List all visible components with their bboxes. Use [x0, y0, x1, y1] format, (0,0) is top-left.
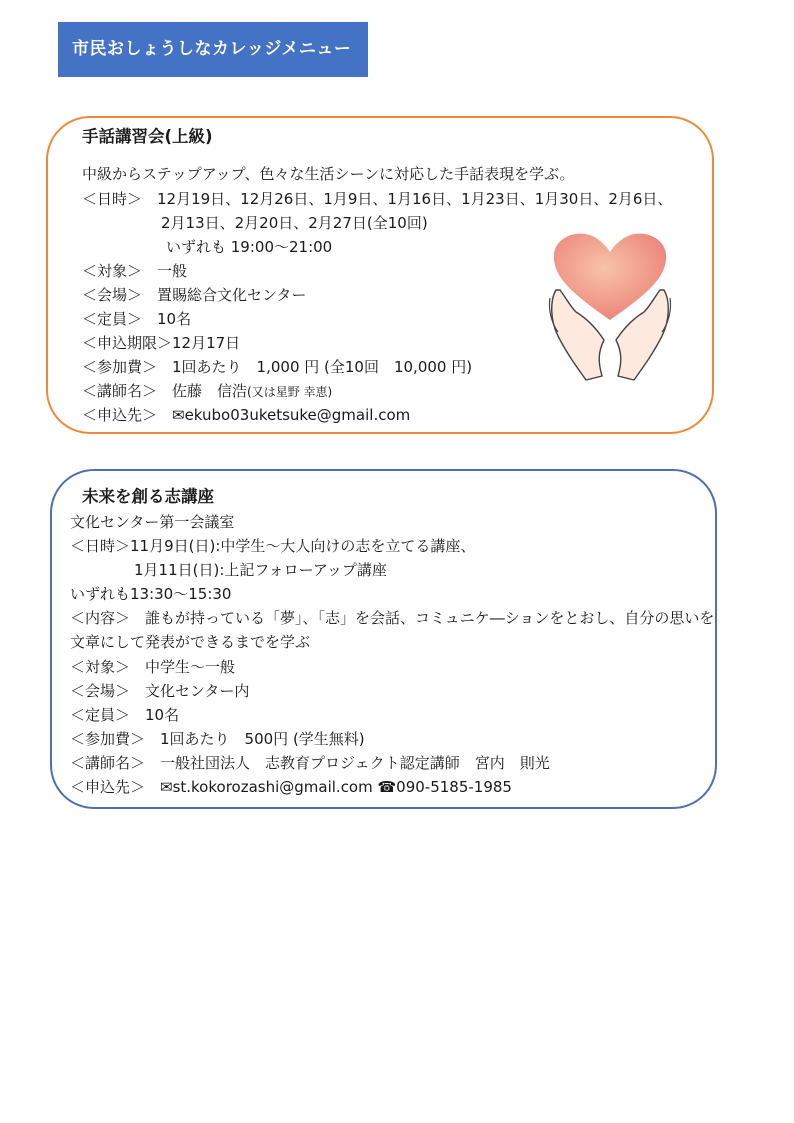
course2-content-line1: ＜内容＞ 誰もが持っている「夢」、「志」を会話、コミュニケ―ションをとおし、自分の思いを	[70, 609, 715, 627]
course2-title: 未来を創る志講座	[82, 487, 214, 506]
course1-deadline: ＜申込期限＞12月17日	[82, 334, 241, 352]
course2-target: ＜対象＞ 中学生～一般	[70, 658, 236, 676]
course1-instructor	[82, 381, 332, 402]
course2-content-line2: 文章にして発表ができるまでを学ぶ	[70, 633, 311, 651]
course2-time-line: いずれも13:30～15:30	[70, 585, 232, 603]
heart-hands-illustration	[546, 228, 674, 386]
course2-fee: ＜参加費＞ 1回あたり 500円 (学生無料)	[70, 730, 365, 748]
course1-instructor-alt: (又は星野 幸恵)	[247, 385, 333, 399]
course1-contact: ＜申込先＞ ✉ekubo03uketsuke@gmail.com	[82, 406, 411, 424]
course1-target: ＜対象＞ 一般	[82, 262, 188, 280]
course1-instructor-main: ＜講師名＞ 佐藤 信浩	[82, 382, 248, 400]
course1-fee: ＜参加費＞ 1回あたり 1,000 円 (全10回 10,000 円)	[82, 358, 473, 376]
course2-location: 文化センター第一会議室	[70, 513, 235, 531]
course2-date-line2: 1月11日(日):上記フォローアップ講座	[134, 561, 387, 579]
course1-venue: ＜会場＞ 置賜総合文化センター	[82, 286, 307, 304]
course2-date-line1: ＜日時＞11月9日(日):中学生～大人向けの志を立てる講座、	[70, 537, 476, 555]
course2-contact: ＜申込先＞ ✉st.kokorozashi@gmail.com ☎090-5185-1985	[70, 778, 512, 796]
course1-date-line2: 2月13日、2月20日、2月27日(全10回)	[161, 214, 428, 232]
course1-title: 手話講習会(上級)	[82, 127, 213, 146]
course2-venue: ＜会場＞ 文化センター内	[70, 682, 250, 700]
course1-capacity: ＜定員＞ 10名	[82, 310, 192, 328]
course1-time-line: いずれも 19:00～21:00	[166, 238, 333, 256]
course2-capacity: ＜定員＞ 10名	[70, 706, 180, 724]
course2-instructor: ＜講師名＞ 一般社団法人 志教育プロジェクト認定講師 宮内 則光	[70, 754, 550, 772]
course1-description: 中級からステップアップ、色々な生活シーンに対応した手話表現を学ぶ。	[82, 165, 575, 183]
course1-date-line1: ＜日時＞ 12月19日、12月26日、1月9日、1月16日、1月23日、1月30日、2月6日、	[82, 190, 673, 208]
menu-title-banner: 市民おしょうしなカレッジメニュー	[58, 22, 368, 77]
